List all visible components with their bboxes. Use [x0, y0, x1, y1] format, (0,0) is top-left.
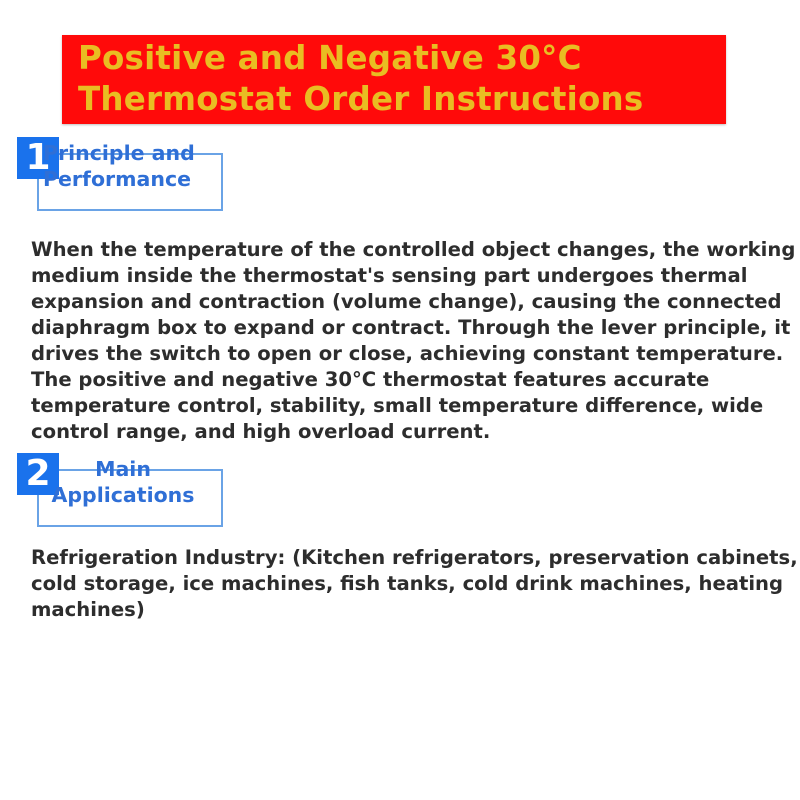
section-2-number-badge: 2 [17, 453, 59, 495]
section-1-body-line: drives the switch to open or close, achieving constant temperature. [31, 342, 784, 365]
section-1-header [17, 137, 227, 217]
section-1-label-line-2: Performance [43, 167, 191, 191]
section-1-body-line: The positive and negative 30°C thermostat features accurate [31, 368, 710, 391]
section-1-body-line: control range, and high overload current. [31, 420, 491, 443]
section-2-label-line-2: Applications [51, 483, 195, 507]
title-line-2: Thermostat Order Instructions [78, 80, 644, 118]
section-2-body [31, 545, 800, 623]
section-1-label-line-1: Principle and [43, 141, 195, 165]
section-2-label-line-1: Main [95, 457, 151, 481]
section-2-header [17, 453, 227, 533]
title-line-1: Positive and Negative 30°C [78, 39, 582, 77]
section-1-label [43, 140, 203, 192]
title-banner [62, 35, 726, 124]
section-1-number-badge: 1 [17, 137, 59, 179]
section-1-body-line: medium inside the thermostat's sensing part undergoes thermal [31, 264, 748, 287]
section-1-body-line: When the temperature of the controlled object changes, the working [31, 238, 796, 261]
section-1-body-line: temperature control, stability, small temperature difference, wide [31, 394, 764, 417]
section-1-body-line: diaphragm box to expand or contract. Through the lever principle, it [31, 316, 791, 339]
section-2-label [43, 456, 203, 508]
section-2-body-line: machines) [31, 598, 145, 621]
section-2-body-line: Refrigeration Industry: (Kitchen refrigerators, preservation cabinets, [31, 546, 798, 569]
section-2-body-line: cold storage, ice machines, fish tanks, cold drink machines, heating [31, 572, 784, 595]
section-1-body [31, 237, 800, 445]
section-1-body-line: expansion and contraction (volume change), causing the connected [31, 290, 782, 313]
